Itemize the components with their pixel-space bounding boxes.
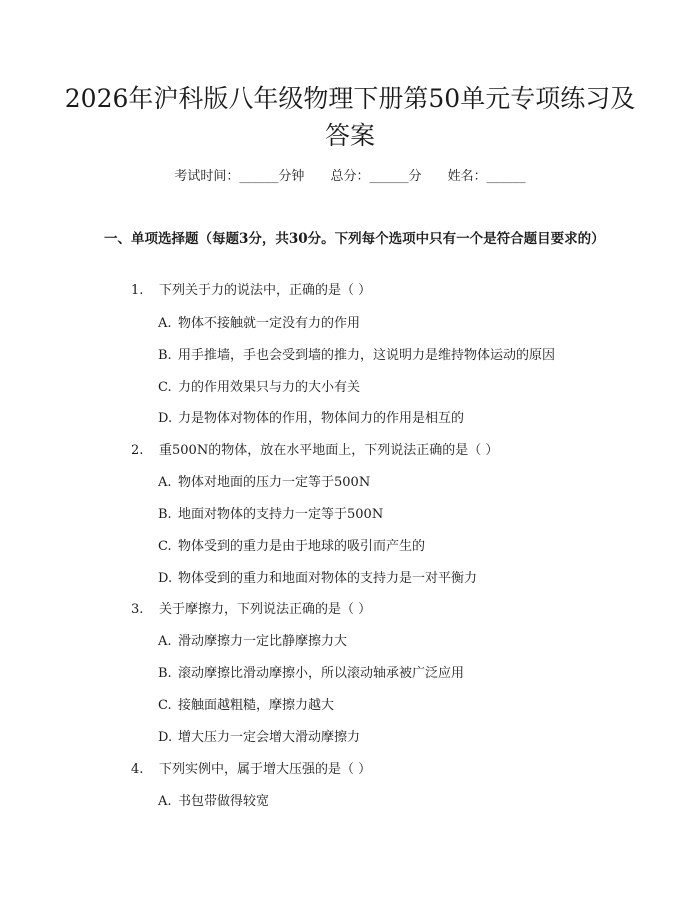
question-3-option-b — [158, 665, 464, 683]
question-1 — [131, 282, 371, 300]
question-1-option-b — [158, 347, 555, 365]
name-field: 姓名：______ — [447, 169, 526, 184]
document-title: 2026年沪科版八年级物理下册第50单元专项练习及答案 — [64, 84, 636, 150]
question-2 — [131, 442, 498, 460]
question-1-option-d — [158, 410, 464, 428]
question-1-option-c — [158, 379, 360, 397]
option-letter: A. — [158, 316, 172, 331]
option-text: 接触面越粗糙，摩擦力越大 — [178, 698, 335, 713]
option-text: 滚动摩擦比滑动摩擦小，所以滚动轴承被广泛应用 — [178, 666, 465, 681]
question-2-option-d — [158, 570, 477, 588]
option-letter: A. — [158, 634, 172, 649]
option-letter: D. — [158, 411, 173, 426]
option-letter: C. — [158, 539, 172, 554]
option-text: 滑动摩擦力一定比静摩擦力大 — [178, 634, 348, 649]
question-2-option-b — [158, 506, 383, 524]
option-text: 增大压力一定会增大滑动摩擦力 — [178, 730, 361, 745]
question-1-option-a — [158, 315, 360, 333]
option-letter: C. — [158, 380, 172, 395]
exam-time-field: 考试时间：______分钟 — [174, 169, 305, 184]
option-text: 物体对地面的压力一定等于500N — [178, 475, 371, 490]
question-4-option-a — [158, 793, 269, 811]
question-2-option-a — [158, 474, 370, 492]
option-letter: D. — [158, 571, 173, 586]
question-text: 下列关于力的说法中，正确的是（ ） — [159, 283, 372, 298]
question-number: 3. — [131, 602, 144, 617]
question-text: 关于摩擦力，下列说法正确的是（ ） — [159, 602, 372, 617]
option-text: 物体受到的重力和地面对物体的支持力是一对平衡力 — [178, 571, 478, 586]
option-text: 地面对物体的支持力一定等于500N — [178, 507, 384, 522]
question-3-option-a — [158, 633, 347, 651]
option-text: 书包带做得较宽 — [178, 794, 270, 809]
option-letter: B. — [158, 348, 172, 363]
option-text: 用手推墙，手也会受到墙的推力，这说明力是维持物体运动的原因 — [178, 348, 556, 363]
exam-meta — [0, 168, 700, 186]
question-text: 重500N的物体，放在水平地面上，下列说法正确的是（ ） — [159, 443, 499, 458]
option-text: 力的作用效果只与力的大小有关 — [178, 380, 361, 395]
option-letter: D. — [158, 730, 173, 745]
question-2-option-c — [158, 538, 425, 556]
question-number: 4. — [131, 762, 144, 777]
question-3-option-d — [158, 729, 360, 747]
option-letter: B. — [158, 666, 172, 681]
option-letter: C. — [158, 698, 172, 713]
question-4 — [131, 761, 371, 779]
question-number: 1. — [131, 283, 144, 298]
option-text: 力是物体对物体的作用，物体间力的作用是相互的 — [178, 411, 465, 426]
question-3 — [131, 601, 371, 619]
option-letter: A. — [158, 475, 172, 490]
question-text: 下列实例中，属于增大压强的是（ ） — [159, 762, 372, 777]
question-number: 2. — [131, 443, 144, 458]
option-letter: B. — [158, 507, 172, 522]
option-text: 物体不接触就一定没有力的作用 — [178, 316, 361, 331]
option-text: 物体受到的重力是由于地球的吸引而产生的 — [178, 539, 426, 554]
total-score-field: 总分：______分 — [330, 169, 422, 184]
option-letter: A. — [158, 794, 172, 809]
section-heading: 一、单项选择题（每题3分，共30分。下列每个选项中只有一个是符合题目要求的） — [104, 231, 605, 247]
question-3-option-c — [158, 697, 334, 715]
